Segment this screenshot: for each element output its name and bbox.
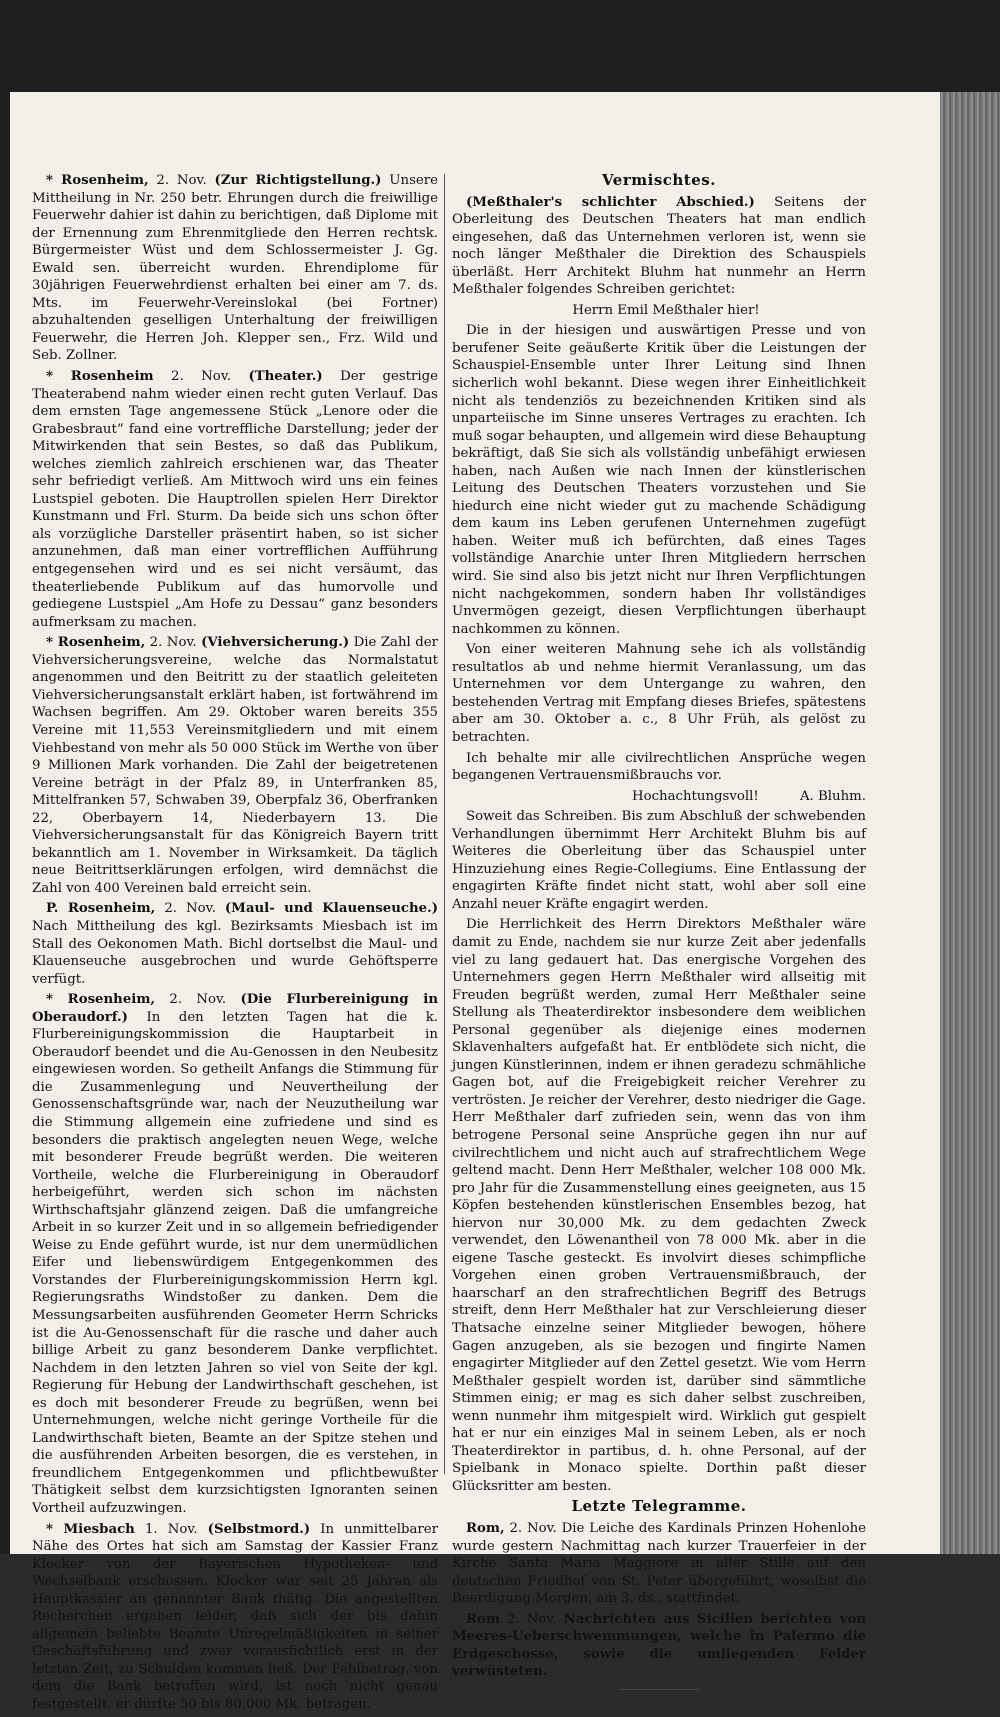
article-topic: (Viehversicherung.) — [201, 635, 350, 651]
article-date: 2. Nov. — [149, 635, 197, 651]
article-rosenheim-richtigstellung — [32, 172, 438, 365]
article-date: 2. Nov. — [164, 901, 216, 917]
article-lead: * Rosenheim, — [46, 992, 156, 1008]
left-column — [32, 172, 438, 1717]
letter-signature: A. Bluhm. — [799, 788, 866, 804]
article-topic: (Meßthaler's schlichter Abschied.) — [466, 194, 755, 210]
telegram-rom-2 — [452, 1611, 866, 1681]
letter-closing: Hochachtungsvoll! — [632, 788, 759, 804]
article-date: 2. Nov. — [509, 1521, 557, 1537]
article-lead: Rom — [466, 1611, 500, 1627]
right-column — [452, 172, 866, 1690]
article-topic: (Theater.) — [248, 369, 323, 385]
article-topic: (Selbstmord.) — [207, 1521, 311, 1537]
article-rosenheim-viehversicherung — [32, 634, 438, 897]
article-text: Die Zahl der Viehversicherungsvereine, welche das Normalstatut angenommen und den Beitritt zu der staatlich geleiteten Viehversicherungsanstalt erklärt haben, ist fortwährend im Wachsen begriffen. Am 29. Oktober waren bereits 355 Vereine mit 11,553 Vereinsmitgliedern und mit einem Viehbestand von mehr als 50 000 Stück im Werthe von über 9 Millionen Mark vorhanden. Die Zahl der beigetretenen Vereine beträgt in der Pfalz 89, in Unterfranken 85, Mittelfranken 57, Schwaben 39, Oberpfalz 36, Oberfranken 22, Oberbayern 14, Niederbayern 13. Die Viehversicherungsanstalt für das Königreich Bayern tritt bekanntlich am 1. November in Wirksamkeit. Da täglich neue Beitrittserklärungen erfolgen, wird demnächst die Zahl von 400 Vereinen bald erreicht sein. — [32, 635, 439, 896]
newspaper-page — [10, 92, 940, 1713]
article-date: 2. Nov. — [171, 369, 231, 385]
article-lead: * Miesbach — [46, 1521, 135, 1537]
article-text: In unmittelbarer Nähe des Ortes hat sich am Samstag der Kassier Franz Klocker von der Bayerischen Hypotheken- und Wechselbank erschossen. Klocker war seit 25 Jahren als Hauptkassier an genannter Bank thätig. Die angestellten Recherchen ergaben leider, daß sich der bis dahin allgemein beliebte Beamte Unregelmäßigkeiten in seiner Geschäftsführung und zwar vorausfichtlich erst in der letzten Zeit, zu Schulden kommen ließ. Der Fehlbetrag, von dem die Bank betroffen wird, ist noch nicht genau festgestellt, er dürfte 50 bis 80,000 Mk. betragen. — [32, 1521, 439, 1713]
article-date: 1. Nov. — [144, 1521, 198, 1537]
article-rosenheim-klauenseuche — [32, 900, 438, 988]
article-topic: (Zur Richtigstellung.) — [214, 173, 382, 188]
article-miesbach-selbstmord — [32, 1521, 438, 1714]
article-text: Die Leiche des Kardinals Prinzen Hohenlohe wurde gestern Nachmittag nach kurzer Trauerfeier in der Kirche Santa Maria Maggiore in aller Stille auf den deutschen Friedhof von St. Peter übergeführt, woselbst die Beerdigung Morgen, am 3. ds., stattfindet. — [452, 1521, 867, 1607]
article-date: 2. Nov. — [156, 173, 207, 188]
article-text: Der gestrige Theaterabend nahm wieder einen recht guten Verlauf. Das dem ernsten Tage angemessene Stück „Lenore oder die Grabesbraut“ fand eine vortreffliche Darstellung; jeder der Mitwirkenden that sein Bestes, so daß das Publikum, welches ziemlich zahlreich erschienen war, das Theater sehr befriedigt verließ. Am Mittwoch wird uns ein feines Lustspiel geboten. Die Hauptrollen spielen Herr Direktor Kunstmann und Frl. Sturm. Da beide sich uns schon öfter als vorzügliche Darsteller präsentirt haben, so ist sicher anzunehmen, daß man einer vortrefflichen Aufführung entgegensehen wird und es sei nicht versäumt, das theaterliebende Publikum auf das humorvolle und gediegene Lustspiel „Am Hofe zu Dessau“ ganz besonders aufmerksam zu machen. — [32, 369, 439, 630]
article-text: In den letzten Tagen hat die k. Flurbereinigungskommission die Hauptarbeit in Oberaudorf beendet und die Au-Genossen in den Neubesitz eingewiesen worden. So getheilt Anfangs die Stimmung für die Zusammenlegung und Neuvertheilung der Genossenschaftsgründe war, nach der Neuzutheilung war die Stimmung allgemein eine zufriedene und sind es besonders die praktisch angelegten neuen Wege, welche mit besonderer Freude begrüßt werden. Die weiteren Vortheile, welche die Flurbereinigung in Oberaudorf herbeigeführt, werden sich schon im nächsten Wirthschaftsjahr glänzend zeigen. Daß die umfangreiche Arbeit in so kurzer Zeit und in so allgemein befriedigender Weise zu Ende geführt wurde, ist nur dem unermüdlichen Eifer und liebenswürdigem Entgegenkommen des Vorstandes der Flurbereinigungskommission Herrn kgl. Regierungsraths Windstoßer zu danken. Dem die Messungsarbeiten ausführenden Geometer Herrn Schricks ist die Au-Genossenschaft für die rasche und daher auch billige Arbeit zu ganz besonderem Danke verpflichtet. Nachdem in den letzten Jahren so viel von Seite der kgl. Regierung für Hebung der Landwirthschaft geschehen, ist es doch mit besonderer Freude zu begrüßen, wenn bei Unternehmungen, welche nicht geringe Vortheile für die Landwirthschaft bieten, Beamte an der Spitze stehen und die ausführenden Arbeiten besorgen, die es verstehen, in freundlichem Entgegenkommen und pflichtbewußter Thätigkeit selbst dem kurzsichtigsten Ignoranten seinen Vortheil aufzuzwingen. — [32, 1009, 438, 1517]
article-text: Unsere Mittheilung in Nr. 250 betr. Ehrungen durch die freiwillige Feuerwehr dahier ist dahin zu berichtigen, daß Diplome mit der Ernennung zum Ehrenmitgliede den Herren rechtsk. Bürgermeister Wüst und dem Schlossermeister J. Gg. Ewald sen. überreicht wurden. Ehrendiplome für 30jährigen Feuerwehrdienst erhalten bei einer am 7. ds. Mts. im Feuerwehr-Vereinslokal (bei Fortner) abzuhaltenden geselligen Unterhaltung der freiwilligen Feuerwehr, die Herren Joh. Klepper sen., Frz. Wild und Seb. Zollner. — [32, 173, 438, 364]
article-date: 2. Nov. — [507, 1611, 557, 1627]
letter-paragraph: Ich behalte mir alle civilrechtlichen Ansprüche wegen begangenen Vertrauensmißbrauchs vor. — [452, 750, 866, 784]
article-text: Seitens der Oberleitung des Deutschen Theaters hat man endlich eingesehen, daß das Unternehmen verloren ist, wenn sie noch länger Meßthaler die Direktion des Schauspiels überläßt. Herr Architekt Bluhm hat nunmehr an Herrn Meßthaler folgendes Schreiben gerichtet: — [452, 194, 866, 298]
article-text: Nach Mittheilung des kgl. Bezirksamts Miesbach ist im Stall des Oekonomen Math. Bichl dortselbst die Maul- und Klauenseuche ausgebrochen und wurde Gehöftsperre verfügt. — [32, 918, 438, 987]
article-rosenheim-flurbereinigung — [32, 991, 438, 1517]
letter-paragraph: Die in der hiesigen und auswärtigen Presse und von berufener Seite geäußerte Kritik über die Leistungen der Schauspiel-Ensemble unter Ihrer Leitung sind Ihnen sicherlich wohl bekannt. Diese wegen ihrer Einheitlichkeit nicht als tendenziös zu bezeichnenden Kritiken sind als unparteiische im Sinne unseres Vertrages zu erachten. Ich muß sogar behaupten, und allgemein wird diese Behauptung bekräftigt, daß Sie sich als vollständig unbefähigt erwiesen haben, nach Außen wie nach Innen der künstlerischen Leitung des Deutschen Theaters vorzustehen und Sie hiedurch eine nicht wieder gut zu machende Schädigung dem kaum ins Leben gerufenen Unternehmen zugefügt haben. Weiter muß ich befürchten, daß eines Tages vollständige Anarchie unter Ihren Mitgliedern herrschen wird. Sie sind also bis jetzt nicht nur Ihren Verpflichtungen nicht nachgekommen, sondern haben Ihr vollständiges Unvermögen gezeigt, diesen Verpflichtungen überhaupt nachkommen zu können. — [452, 323, 866, 637]
section-heading-vermischtes: Vermischtes. — [602, 171, 716, 189]
article-topic: (Die Flurbereinigung in Oberaudorf.) — [32, 992, 438, 1025]
article-lead: * Rosenheim, — [46, 635, 146, 651]
article-rosenheim-theater — [32, 368, 438, 631]
letter-signature-line — [452, 788, 866, 806]
book-page-edges — [940, 92, 1000, 1554]
article-lead: * Rosenheim, — [46, 173, 149, 188]
telegram-rom-1 — [452, 1520, 866, 1608]
column-divider — [444, 174, 445, 1474]
letter-paragraph: Von einer weiteren Mahnung sehe ich als vollständig resultatlos ab und nehme hiermit Veranlassung, um das Unternehmen vor dem Untergange zu wahren, den bestehenden Vertrag mit Empfang dieses Briefes, spätestens aber am 30. Oktober a. c., 8 Uhr Früh, als gelöst zu betrachten. — [452, 642, 866, 745]
section-heading-telegramme: Letzte Telegramme. — [571, 1497, 747, 1516]
letter-salutation: Herrn Emil Meßthaler hier! — [572, 302, 760, 318]
end-rule — [619, 1689, 699, 1690]
article-paragraph: Soweit das Schreiben. Bis zum Abschluß der schwebenden Verhandlungen übernimmt Herr Architekt Bluhm bis auf Weiteres die Oberleitung über das Schauspiel unter Hinzuziehung eines Regie-Collegiums. Eine Entlassung der engagirten Kräfte findet nicht statt, wohl aber soll eine Anzahl neuer Kräfte engagirt werden. — [452, 809, 866, 912]
article-paragraph: Die Herrlichkeit des Herrn Direktors Meßthaler wäre damit zu Ende, nachdem sie nur kurze Zeit aber jedenfalls viel zu lang gedauert hat. Das energische Vorgehen des Unternehmers gegen Herrn Meßthaler wird allseitig mit Freuden begrüßt werden, zumal Herr Meßthaler seine Stellung als Theaterdirektor insbesondere dem weiblichen Personal gegenüber als diejenige eines modernen Sklavenhalters aufgefaßt hat. Er entblödete sich nicht, die jungen Künstlerinnen, indem er ihnen geradezu schmähliche Gagen bot, auf die Freigebigkeit reicher Verehrer zu vertrösten. Je reicher der Verehrer, desto niedriger die Gage. Herr Meßthaler darf zufrieden sein, wenn das von ihm betrogene Personal seine Ansprüche gegen ihn nur auf civilrechtlichem und nicht auch auf strafrechtlichem Wege geltend macht. Denn Herr Meßthaler, welcher 108 000 Mk. pro Jahr für die Zusammenstellung eines geeigneten, aus 15 Köpfen bestehenden künstlerischen Ensembles bezog, hat hiervon nur 30,000 Mk. zu dem gedachten Zweck verwendet, den Löwenantheil von 78 000 Mk. aber in die eigene Tasche gesteckt. Es involvirt dieses schimpfliche Vorgehen einen groben Vertrauensmißbrauch, der haarscharf an den strafrechtlichen Begriff des Betrugs streift, denn Herr Meßthaler hat zur Verschleierung dieser Thatsache einzelne seiner Mitglieder bewogen, höhere Gagen anzugeben, als sie bezogen und fingirte Namen engagirter Mitglieder auf den Zettel gesetzt. Wie vom Herrn Meßthaler gespielt worden ist, darüber sind sämmtliche Stimmen einig; er mag es sich daher selbst zuschreiben, wenn nunmehr ihm mitgespielt wird. Wirklich gut gespielt hat er nur ein einziges Mal in seinem Leben, als er noch Theaterdirektor in partibus, d. h. ohne Personal, auf der Spielbank in Monaco spielte. Dorthin paßt dieser Glücksritter am besten. — [452, 917, 867, 1494]
article-messthaler-intro — [452, 194, 866, 299]
article-lead: P. Rosenheim, — [46, 901, 156, 917]
article-text: Nachrichten aus Sicilien berichten von Meeres-Ueberschwemmungen, welche in Palermo die Erdgeschosse, sowie die umliegenden Felder verwüsteten. — [452, 1611, 867, 1680]
article-lead: Rom, — [466, 1521, 505, 1537]
article-date: 2. Nov. — [169, 992, 227, 1008]
article-topic: (Maul- und Klauenseuche.) — [224, 901, 439, 917]
article-lead: * Rosenheim — [46, 369, 154, 385]
